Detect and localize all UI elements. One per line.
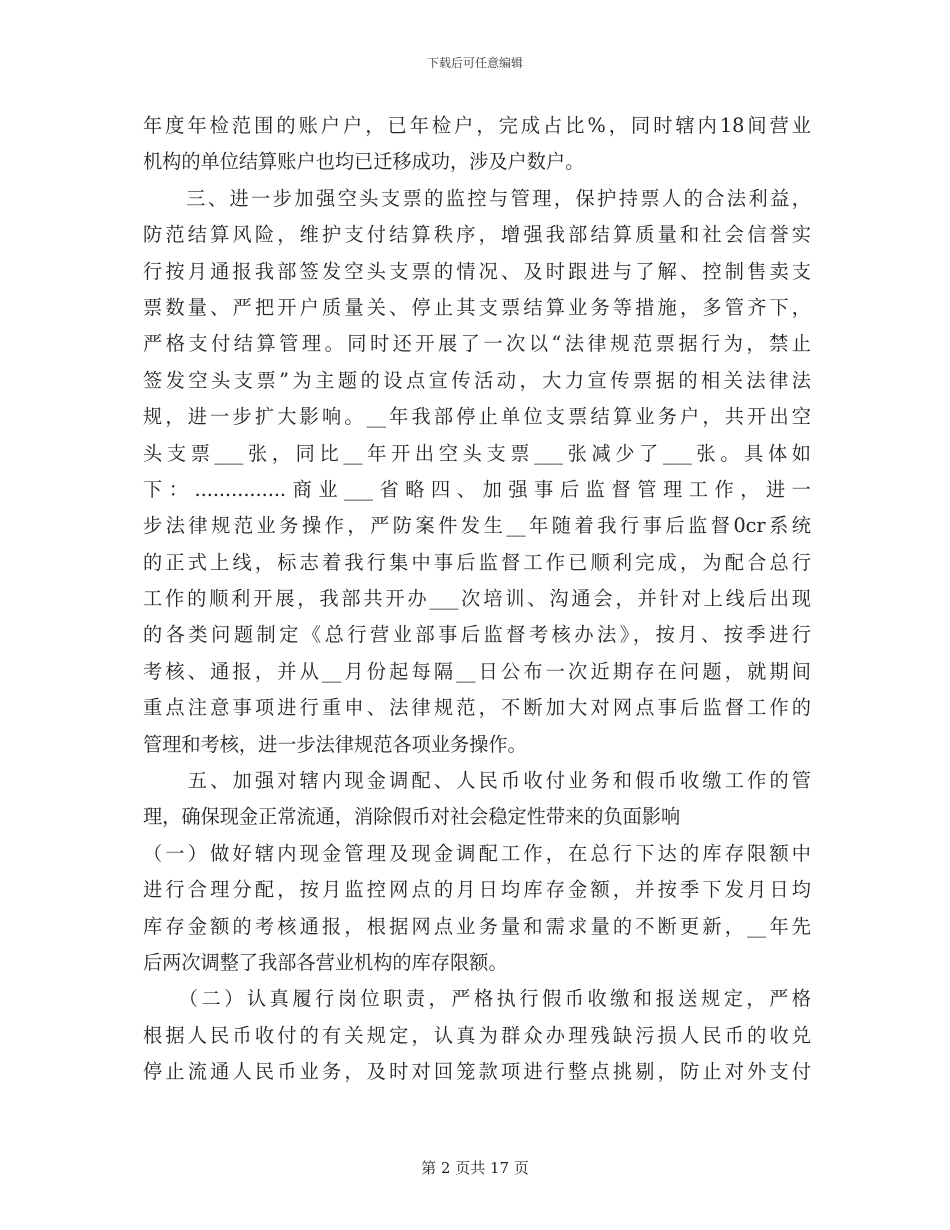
text-line: 年度年检范围的账户户，已年检户，完成占比%，同时辖内18间营业 bbox=[143, 114, 811, 137]
text-line: 的正式上线，标志着我行集中事后监督工作已顺利完成，为配合总行 bbox=[143, 550, 811, 574]
text-line: 考核、通报，并从__月份起每隔__日公布一次近期存在问题，就期间 bbox=[143, 659, 811, 683]
text-line: 五、加强对辖内现金调配、人民币收付业务和假币收缴工作的管 bbox=[143, 769, 811, 793]
text-line: 的各类问题制定《总行营业部事后监督考核办法》，按月、按季进行 bbox=[143, 623, 811, 647]
text-line: 头支票___张，同比__年开出空头支票___张减少了___张。具体如 bbox=[143, 441, 811, 465]
text-line: 重点注意事项进行重申、法律规范，不断加大对网点事后监督工作的 bbox=[143, 696, 811, 720]
text-line: 库存金额的考核通报，根据网点业务量和需求量的不断更新，__年先 bbox=[143, 914, 811, 938]
text-line: 停止流通人民币业务，及时对回笼款项进行整点挑剔，防止对外支付 bbox=[143, 1060, 811, 1084]
text-line: 规，进一步扩大影响。__年我部停止单位支票结算业务户，共开出空 bbox=[143, 405, 811, 429]
text-line: 后两次调整了我部各营业机构的库存限额。 bbox=[143, 950, 508, 974]
text-line: 签发空头支票”为主题的设点宣传活动，大力宣传票据的相关法律法 bbox=[143, 368, 811, 392]
text-line: 行按月通报我部签发空头支票的情况、及时跟进与了解、控制售卖支 bbox=[143, 259, 811, 283]
text-line: 进行合理分配，按月监控网点的月日均库存金额，并按季下发月日均 bbox=[143, 878, 811, 902]
text-line: 防范结算风险，维护支付结算秩序，增强我部结算质量和社会信誉实 bbox=[143, 223, 811, 247]
text-line: （一）做好辖内现金管理及现金调配工作，在总行下达的库存限额中 bbox=[143, 841, 811, 865]
text-line: 工作的顺利开展，我部共开办___次培训、沟通会，并针对上线后出现 bbox=[143, 587, 811, 611]
text-line: 根据人民币收付的有关规定，认真为群众办理残缺污损人民币的收兑 bbox=[143, 1023, 811, 1047]
text-line: （二）认真履行岗位职责，严格执行假币收缴和报送规定，严格 bbox=[143, 987, 811, 1011]
text-line: 下：...............商业___省略四、加强事后监督管理工作，进一 bbox=[143, 477, 811, 501]
text-line: 步法律规范业务操作，严防案件发生__年随着我行事后监督0cr系统 bbox=[143, 514, 811, 538]
text-line: 机构的单位结算账户也均已迁移成功，涉及户数户。 bbox=[143, 150, 585, 174]
page-header: 下载后可任意编辑 bbox=[426, 56, 523, 70]
page-footer: 第 2 页共 17 页 bbox=[421, 1159, 529, 1177]
text-line: 票数量、严把开户质量关、停止其支票结算业务等措施，多管齐下， bbox=[143, 295, 811, 319]
body-text bbox=[143, 108, 811, 1091]
text-line: 三、进一步加强空头支票的监控与管理，保护持票人的合法利益， bbox=[143, 186, 811, 210]
text-line: 严格支付结算管理。同时还开展了一次以“法律规范票据行为，禁止 bbox=[143, 332, 811, 356]
text-line: 理，确保现金正常流通，消除假币对社会稳定性带来的负面影响 bbox=[143, 805, 681, 829]
text-line: 管理和考核，进一步法律规范各项业务操作。 bbox=[143, 732, 527, 756]
